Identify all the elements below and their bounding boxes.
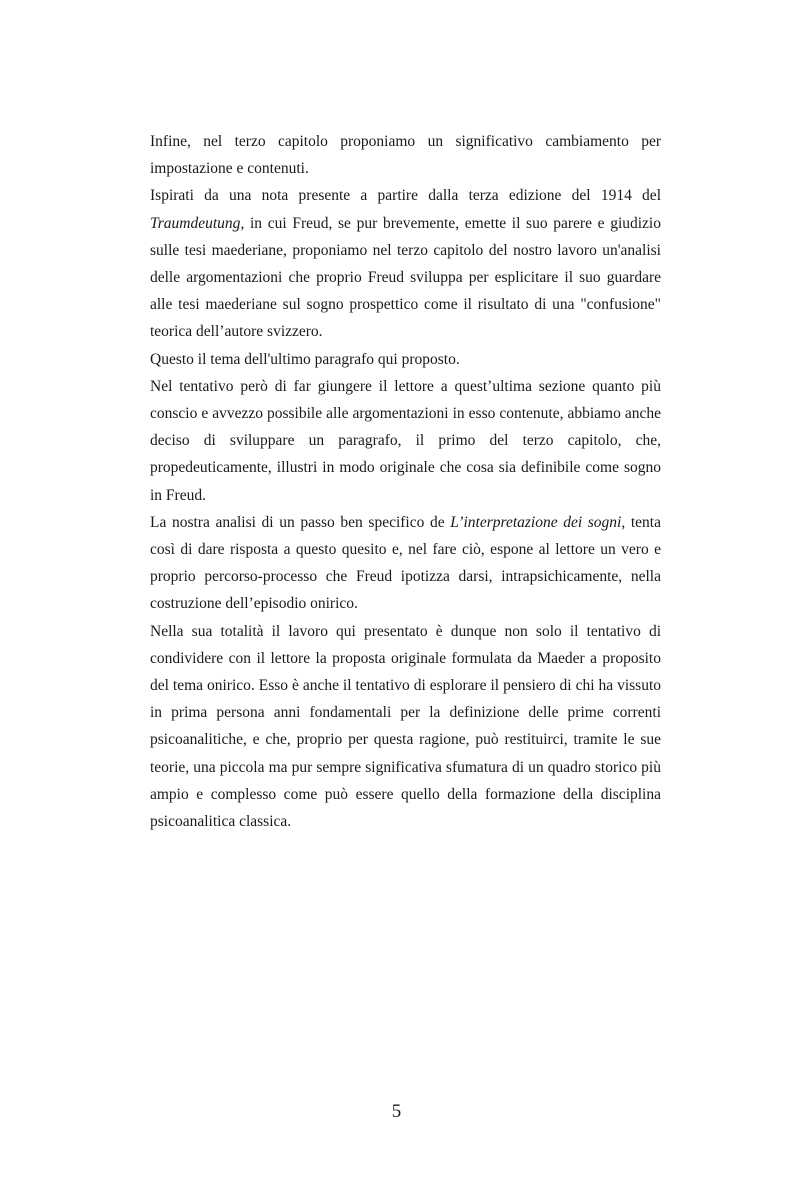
paragraph-text-after: , in cui Freud, se pur brevemente, emette il suo parere e giudizio sulle tesi maederiane, proponiamo nel terzo capitolo del nostro lavoro un'analisi delle argomentazioni che proprio Freud sviluppa per esplicitare il suo guardare alle tesi maederiane sul sogno prospettico come il risultato di una "confusione" teorica dell’autore svizzero.: [150, 214, 661, 341]
paragraph-conclusion: [150, 618, 661, 836]
page-number: 5: [391, 1101, 402, 1122]
italic-title-traumdeutung: Traumdeutung: [150, 214, 241, 232]
paragraph-text: Infine, nel terzo capitolo proponiamo un significativo cambiamento per impostazione e contenuti.: [150, 133, 661, 178]
paragraph-text: Questo il tema dell'ultimo paragrafo qui proposto.: [150, 350, 460, 368]
body-text: [150, 128, 661, 835]
paragraph-last-section-theme: [150, 346, 661, 373]
paragraph-freud-note: [150, 182, 661, 345]
paragraph-text: Nel tentativo però di far giungere il lettore a quest’ultima sezione quanto più conscio e avvezzo possibile alle argomentazioni in esso contenute, abbiamo anche deciso di sviluppare un paragrafo, il primo del terzo capitolo, che, propedeuticamente, illustri in modo originale che cosa sia definibile come sogno in Freud.: [150, 377, 661, 504]
paragraph-text: Nella sua totalità il lavoro qui presentato è dunque non solo il tentativo di condividere con il lettore la proposta originale formulata da Maeder a proposito del tema onirico. Esso è anche il tentativo di esplorare il pensiero di chi ha vissuto in prima persona anni fondamentali per la definizione delle prime correnti psicoanalitiche, e che, proprio per questa ragione, può restituirci, tramite le sue teorie, una piccola ma pur sempre significativa sfumatura di un quadro storico più ampio e complesso come può essere quello della formazione della disciplina psicoanalitica classica.: [150, 622, 661, 831]
paragraph-text-after: , tenta così di dare risposta a questo quesito e, nel fare ciò, espone al lettore un vero e proprio percorso-processo che Freud ipotizza darsi, intrapsichicamente, nella costruzione dell’episodio onirico.: [150, 513, 661, 613]
paragraph-text-before: Ispirati da una nota presente a partire dalla terza edizione del 1914 del: [150, 187, 661, 205]
paragraph-first-section: [150, 373, 661, 509]
paragraph-chapter-three-intro: [150, 128, 661, 182]
italic-title-interpretazione: L’interpretazione dei sogni: [450, 513, 622, 531]
paragraph-analysis: [150, 509, 661, 618]
paragraph-text-before: La nostra analisi di un passo ben specifico de: [150, 513, 451, 531]
